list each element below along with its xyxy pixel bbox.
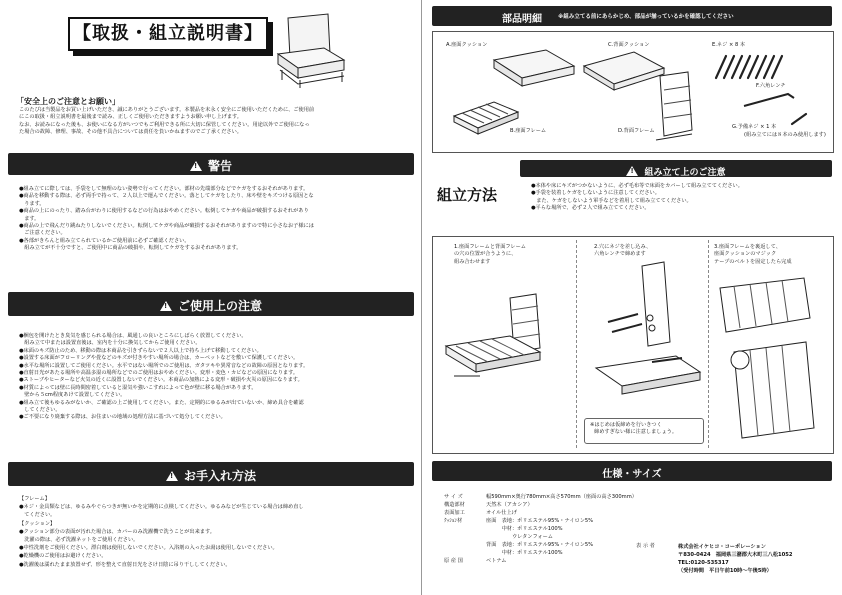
seat-cushion-illustration	[488, 48, 578, 94]
step-3-text	[714, 244, 792, 266]
care-text	[19, 495, 414, 569]
warning-icon	[160, 301, 172, 311]
warning-line: ●商品を移動する際は、必ず両手で持って、２人以上で運んでください。落としてケガをしたり、床や壁をキズつける原因とな	[19, 193, 314, 200]
usage-line: ●ご不要になり廃棄する際は、お住まいの地域の処理方法に基づいて処分してください。	[19, 414, 226, 421]
spec-value: 天然木（アカシア）	[486, 502, 533, 508]
usage-line: ●組み立て後もゆるみがないか、ご確認の上ご使用してください。また、定期的にゆるみが出ていないか、締め具合を確認	[19, 399, 304, 406]
warning-line: ●組み立てに際しては、手袋をして無理のない姿勢で行ってください。部材の先端部分などでケガをするおそれがあります。	[19, 186, 309, 192]
spec-header	[432, 461, 832, 481]
spec-row	[444, 517, 637, 525]
usage-line: ●材質によっては壁に長時間密着していると湿気や強いこすれによって色が壁に移る場合があります。	[19, 384, 257, 391]
warning-line: ます。	[19, 215, 40, 222]
usage-line: ●設置する床面がフローリングや畳などのキズが付きやすい場所の場合は、カーペットなどを敷いて保護してください。	[19, 355, 299, 362]
usage-line: ●水平な場所に設置してご使用ください。水平ではない場所でのご使用は、ガタツキや異常音などの故障の原因となります。	[19, 362, 309, 369]
usage-line: 壁から５cm程度あけて設置してください。	[19, 392, 126, 399]
assembly-caution-title: 組み立て上のご注意	[644, 168, 726, 178]
warning-line: ●各部がきちんと組み立てられているかご使用前に必ずご確認ください。	[19, 237, 190, 244]
spec-row	[444, 493, 637, 501]
spec-row	[444, 541, 637, 549]
spec-value: 幅590mm×奥行780mm×高さ570mm（座面の高さ300mm）	[486, 494, 637, 500]
step-divider	[576, 240, 577, 448]
care-line: 【クッション】	[19, 520, 56, 527]
parts-note: ※組み立てる前にあらかじめ、部品が揃っているかを確認してください	[558, 14, 734, 20]
title-box	[68, 17, 268, 51]
care-line: てください。	[19, 512, 56, 519]
step-1-illustration	[440, 290, 570, 390]
seller-line: 〒830-0424 福岡県三潴郡大木町三八松1052	[678, 552, 793, 558]
seller-info	[678, 543, 792, 575]
step-2-line: 六角レンチで締めます	[594, 251, 646, 258]
spec-row	[444, 501, 637, 509]
parts-header	[432, 6, 832, 26]
part-a-label: A.座面クッション	[446, 42, 488, 48]
seller-line: （受付時間 平日午前10時〜午後5時）	[678, 568, 772, 574]
step-note-box	[584, 418, 704, 444]
warning-icon	[626, 166, 638, 176]
assembly-title: 組立方法	[437, 186, 498, 204]
care-title: お手入れ方法	[183, 469, 256, 483]
intro-line: た場合の故障、修理、事故、その他不具合については責任を負いかねますのでご了承ください。	[19, 129, 242, 136]
usage-line: 組み立て中または設置直後は、室内を十分に換気してからご使用ください。	[19, 340, 201, 347]
part-d-label: D.背面フレーム	[618, 128, 655, 134]
assembly-caution-header	[520, 160, 832, 177]
screw-icon	[712, 50, 792, 80]
spec-table	[444, 493, 637, 565]
spec-row	[444, 549, 637, 557]
seller-line: 株式会社イケヒコ・コーポレーション	[678, 544, 766, 550]
intro-text	[19, 107, 414, 137]
spec-label: 原 産 国	[444, 558, 463, 564]
spec-value: 座面 表地：ポリエステル95%・ナイロン5%	[486, 518, 594, 524]
care-line: ●中性洗剤をご使用ください。漂白剤は使用しないでください。入浴剤の入ったお湯は使用しないでください。	[19, 545, 278, 552]
usage-header	[8, 292, 414, 316]
step-1-line: 1.座面フレームと背面フレーム	[454, 244, 526, 250]
intro-line: にこの取扱・組立説明書を最後まで読み、正しくご使用いただきますようお願い申し上げます。	[19, 114, 242, 121]
warning-icon	[166, 471, 178, 481]
spec-label: 表面加工	[444, 510, 465, 516]
step-3-line: 座面クッションのマジック	[714, 251, 777, 258]
step-3-illustration	[714, 278, 830, 448]
spec-label: ｸｯｼｮﾝ材	[444, 518, 463, 524]
usage-text	[19, 333, 414, 422]
care-line: ●洗濯後は濡れたまま放置せず、形を整えて直射日光をさけ日陰に吊り干ししてください。	[19, 561, 231, 568]
step-divider	[708, 240, 709, 448]
intro-line: このたびは当製品をお買い上げいただき、誠にありがとうございます。本製品を末永く安全にご使用いただくために、ご使用前	[19, 107, 315, 113]
intro-line: なお、お読みになった後も、お使いになる方がいつでもご利用できる所に大切に保管してください。用途以外でご使用になっ	[19, 121, 310, 128]
page-divider	[421, 0, 422, 595]
usage-line: ●床面のキズ防止のため、移動の際は本商品を引きずらないで２人以上で持ち上げて移動してください。	[19, 347, 262, 354]
assembly-caution-line: ●平らな場所で、必ず２人で組み立ててください。	[531, 205, 650, 212]
back-frame-illustration	[652, 70, 698, 144]
spec-value: オイル仕上げ	[486, 510, 517, 516]
spec-row	[444, 525, 637, 533]
spec-row	[444, 533, 637, 541]
warning-line: ります。	[19, 200, 45, 207]
usage-line: ●梱包を開けたとき臭気を感じられる場合は、風通しの良いところにしばらく放置してください。	[19, 333, 247, 339]
part-f-label: F.六角レンチ	[756, 83, 786, 89]
spec-label: サ イ ズ	[444, 494, 463, 500]
spec-value: ベトナム	[486, 558, 507, 564]
warning-title: 警告	[207, 159, 232, 173]
spec-value: 中材：ポリエステル100%	[486, 526, 563, 532]
usage-line: してください。	[19, 407, 61, 414]
spec-row	[444, 557, 637, 565]
seller-label: 表 示 者	[636, 543, 655, 549]
seller-line: TEL:0120-535317	[678, 560, 729, 566]
part-g-label: G.予備ネジ × 1 本	[732, 124, 777, 130]
spec-value: 中材：ポリエステル100%	[486, 550, 563, 556]
spec-row	[444, 509, 637, 517]
step-3-line: 3.座面フレームを裏返して、	[714, 244, 781, 250]
spec-label: 構造部材	[444, 502, 465, 508]
spec-title: 仕様・サイズ	[602, 469, 662, 480]
spare-screw-icon	[790, 112, 810, 126]
parts-title: 部品明細	[502, 14, 542, 25]
page-title: 【取扱・組立説明書】	[73, 23, 263, 44]
usage-line: ●直射日光があたる場所や高温多湿の場所などでのご使用はおやめください。変形・変色・カビなどの原因になります。	[19, 370, 299, 377]
step-1-line: 組み合わせます	[454, 258, 491, 265]
care-line: ●乾燥機のご使用はお避けください。	[19, 553, 107, 560]
step-3-line: テープのベルトを固定したら完成	[714, 258, 792, 265]
hex-wrench-icon	[740, 90, 800, 110]
step-note-line: 締めすぎない様に注意しましょう。	[594, 429, 678, 436]
spec-value: 背面 表地：ポリエステル95%・ナイロン5%	[486, 542, 594, 548]
warning-line: ●商品の上で飛んだり跳ねたりしないでください。転倒してケガや商品が破損するおそれがありますので特に小さなお子様には	[19, 223, 314, 230]
sofa-illustration	[258, 10, 348, 90]
warning-icon	[190, 161, 202, 171]
usage-line: ●ストーブやヒーターなど火気の近くに設置しないでください。本商品の加熱による変形・破損や火災の原因になります。	[19, 377, 303, 384]
care-line: ●ネジ・金具類などは、ゆるみやぐらつきが無いかを定期的に点検してください。ゆるみなどが生じている場合は締め直し	[19, 504, 304, 511]
warning-text	[19, 186, 414, 253]
care-header	[8, 462, 414, 486]
part-b-label: B.座面フレーム	[510, 128, 547, 134]
part-g-note: (組み立てには８本のみ使用します)	[744, 132, 826, 138]
step-2-illustration	[582, 262, 706, 422]
step-note-line: ※はじめは仮締めを行いきつく	[590, 422, 662, 428]
step-2-line: 2.穴にネジを差し込み、	[594, 244, 652, 250]
assembly-caution-line: ●本体や床にキズがつかないように、必ず毛布等で床面をカバーして組み立ててください。	[531, 183, 743, 189]
assembly-caution-line: また、ケガをしないよう軍手などを着用して組み立ててください。	[531, 197, 692, 204]
part-c-label: C.背面クッション	[608, 42, 650, 48]
warning-line: 組み立てが不十分ですと、ご使用中に商品の破損や、転倒してケガをするおそれがあります。	[19, 245, 242, 252]
step-1-text	[454, 244, 526, 266]
step-2-text	[594, 244, 651, 259]
warning-line: ●商品の上にのったり、踏み台がわりに使用するなどの行為はおやめください。転倒してケガや商品が破損するおそれがあり	[19, 208, 309, 215]
warning-header	[8, 153, 414, 175]
care-line: ●クッション部分の表面が汚れた場合は、カバーのみ洗濯機で洗うことが出来ます。	[19, 528, 215, 535]
part-e-label: E.ネジ × 8 本	[712, 42, 746, 48]
assembly-caution-line: ●手袋を装着しケガをしないように注意してください。	[531, 190, 660, 197]
intro-heading: 「安全上のご注意とお願い」	[16, 97, 120, 106]
spec-value: ウレタンフォーム	[486, 534, 553, 540]
care-line: 【フレーム】	[19, 496, 50, 502]
usage-title: ご使用上の注意	[177, 299, 262, 313]
assembly-caution-text	[531, 183, 831, 213]
step-1-line: の穴の位置が合うように、	[454, 251, 517, 258]
care-line: 洗濯の際は、必ず洗濯ネットをご使用ください。	[19, 537, 139, 544]
warning-line: ご注意ください。	[19, 230, 66, 237]
